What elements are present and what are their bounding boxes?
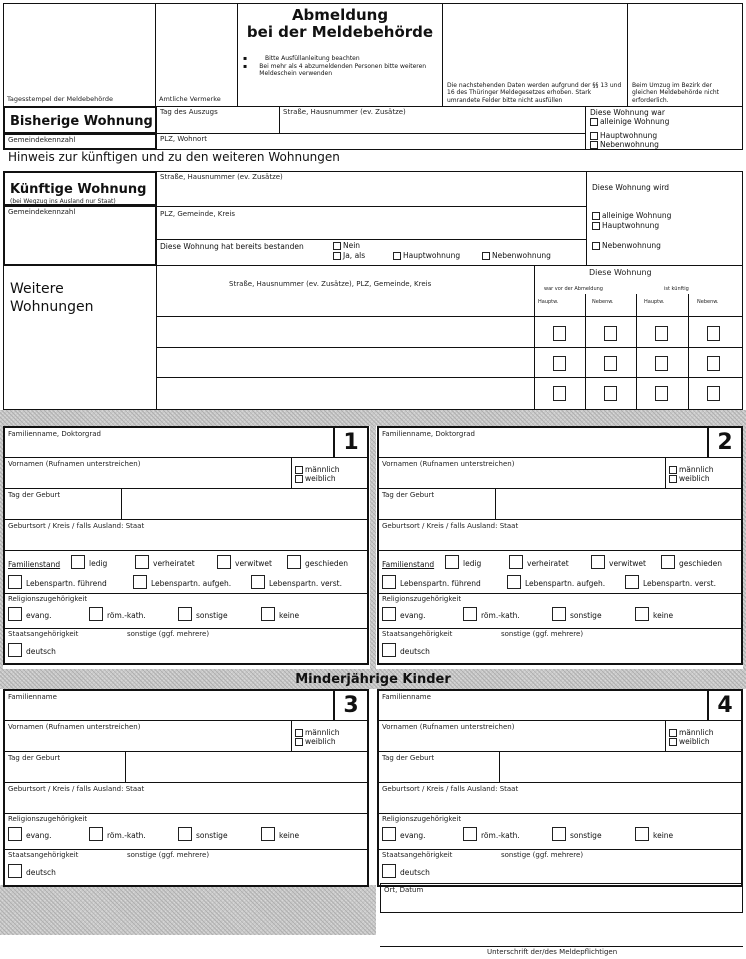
female-label: weiblich	[305, 737, 336, 746]
legal-note: Die nachstehenden Daten werden aufgrund der §§ 13 und 16 des Thüringer Meldegesetzes erhoben. Stark umrandete Felder bitte nicht ausfüllen	[447, 81, 622, 104]
birth-date-label: Tag der Geburt	[8, 491, 61, 499]
checkbox[interactable]	[482, 252, 490, 260]
previous-option-sole[interactable]: alleinige Wohnung	[590, 117, 669, 127]
checkbox[interactable]	[295, 475, 303, 483]
official-notes-box	[155, 3, 238, 107]
future-status-title: Diese Wohnung wird	[592, 183, 670, 192]
marital-option[interactable]	[71, 555, 107, 569]
religion-option[interactable]	[635, 827, 673, 841]
person-number: 2	[707, 428, 741, 458]
partnership-option-label: Lebenspartn. verst.	[269, 579, 342, 588]
religion-option[interactable]	[463, 827, 520, 841]
divider	[499, 752, 500, 782]
religion-option[interactable]	[552, 607, 602, 621]
checkbox[interactable]	[178, 827, 192, 841]
religion-option-label: sonstige	[570, 831, 602, 840]
religion-option[interactable]	[8, 607, 52, 621]
col-main-before: Hauptw.	[538, 299, 559, 305]
religion-option-label: sonstige	[570, 611, 602, 620]
checkbox[interactable]	[261, 827, 275, 841]
other-residence-checkbox-secondary-future[interactable]	[707, 386, 720, 401]
future-zip-city-label: PLZ, Gemeinde, Kreis	[160, 210, 236, 218]
gender-options	[665, 721, 741, 751]
person-block	[3, 426, 369, 665]
religion-section	[379, 814, 741, 850]
marital-option-label: ledig	[89, 559, 108, 568]
german-label: deutsch	[26, 868, 56, 877]
first-names-label: Vornamen (Rufnamen unterstreichen)	[8, 723, 141, 731]
partnership-option-label: Lebenspartn. aufgeh.	[525, 579, 606, 588]
other-residences-title: Weitere Wohnungen	[10, 281, 94, 315]
religion-option[interactable]	[463, 607, 520, 621]
stamp-label: Tagesstempel der Meldebehörde	[7, 95, 113, 103]
marital-option[interactable]	[217, 555, 272, 569]
other-residence-checkbox-main-before[interactable]	[553, 356, 566, 371]
birth-place-label: Geburtsort / Kreis / falls Ausland: Staat	[382, 522, 519, 530]
first-names-field[interactable]	[379, 458, 741, 489]
religion-section	[5, 814, 367, 850]
future-option-sole[interactable]: alleinige Wohnung	[592, 211, 671, 221]
checkbox[interactable]	[382, 575, 396, 589]
religion-option-label: röm.-kath.	[481, 611, 520, 620]
other-residence-checkbox-secondary-future[interactable]	[707, 356, 720, 371]
nationality-label: Staatsangehörigkeit	[8, 851, 79, 859]
checkbox[interactable]	[71, 555, 85, 569]
partnership-option[interactable]	[507, 575, 605, 589]
religion-label: Religionszugehörigkeit	[382, 815, 462, 823]
nationality-other-label: sonstige (ggf. mehrere)	[501, 851, 584, 859]
future-zip-city-field[interactable]	[156, 206, 587, 240]
female-label: weiblich	[305, 474, 336, 483]
nationality-other-label: sonstige (ggf. mehrere)	[127, 851, 210, 859]
other-residence-checkbox-secondary-future[interactable]	[707, 326, 720, 341]
official-notes-label: Amtliche Vermerke	[159, 95, 221, 103]
place-date-label: Ort, Datum	[384, 886, 424, 894]
checkbox[interactable]	[89, 827, 103, 841]
hint-heading: Hinweis zur künftigen und zu den weiteren Wohnungen	[8, 150, 340, 164]
nationality-other-label: sonstige (ggf. mehrere)	[501, 630, 584, 638]
birth-place-label: Geburtsort / Kreis / falls Ausland: Staat	[8, 522, 145, 530]
religion-option-label: sonstige	[196, 831, 228, 840]
male-label: männlich	[305, 728, 340, 737]
other-residence-checkbox-secondary-before[interactable]	[604, 386, 617, 401]
divider	[121, 489, 122, 519]
male-label: männlich	[679, 728, 714, 737]
future-street-field[interactable]	[156, 171, 587, 207]
checkbox[interactable]	[393, 252, 401, 260]
checkbox[interactable]	[178, 607, 192, 621]
gender-female-option[interactable]	[669, 737, 710, 747]
birth-place-field[interactable]	[5, 520, 367, 551]
marital-option[interactable]	[445, 555, 481, 569]
checkbox[interactable]	[89, 607, 103, 621]
partnership-option-label: Lebenspartn. führend	[400, 579, 481, 588]
checkbox[interactable]	[333, 252, 341, 260]
previous-option-secondary[interactable]: Nebenwohnung	[590, 140, 659, 150]
child-block	[3, 689, 369, 887]
form-title	[238, 7, 442, 41]
future-option-main[interactable]: Hauptwohnung	[592, 221, 659, 231]
birth-date-field[interactable]	[5, 489, 367, 520]
religion-option-label: keine	[653, 611, 674, 620]
district-note: Beim Umzug im Bezirk der gleichen Meldebehörde nicht erforderlich.	[632, 81, 720, 104]
checkbox[interactable]	[509, 555, 523, 569]
marital-option-label: geschieden	[679, 559, 722, 568]
checkbox[interactable]	[382, 607, 396, 621]
person-number: 1	[333, 428, 367, 458]
marital-option[interactable]	[135, 555, 195, 569]
nationality-label: Staatsangehörigkeit	[8, 630, 79, 638]
religion-option[interactable]	[261, 607, 299, 621]
status-column-header: Diese Wohnung	[589, 268, 652, 277]
nationality-german-option[interactable]	[382, 643, 430, 657]
birth-place-field[interactable]	[5, 783, 367, 814]
municipality-code-label: Gemeindekennzahl	[8, 136, 76, 144]
person-number: 3	[333, 691, 367, 721]
future-street-label: Straße, Hausnummer (ev. Zusätze)	[160, 173, 283, 181]
previous-status-box	[585, 106, 743, 150]
hatched-bottom-left	[0, 885, 376, 935]
marital-label-text: Familienstand	[8, 560, 61, 569]
partnership-option[interactable]	[382, 575, 481, 589]
surname-field[interactable]	[5, 691, 334, 721]
marital-option-label: ledig	[463, 559, 482, 568]
title-box	[237, 3, 443, 107]
first-names-field[interactable]	[5, 721, 367, 752]
checkbox[interactable]	[295, 738, 303, 746]
signature-label: Unterschrift der/des Meldepflichtigen	[487, 948, 618, 956]
other-residence-checkbox-main-future[interactable]	[655, 356, 668, 371]
title-line-2: bei der Meldebehörde	[246, 23, 434, 41]
checkbox[interactable]	[382, 827, 396, 841]
religion-label: Religionszugehörigkeit	[8, 595, 88, 603]
religion-option[interactable]	[552, 827, 602, 841]
divider	[495, 489, 496, 519]
german-label: deutsch	[400, 647, 430, 656]
other-residence-checkbox-main-future[interactable]	[655, 386, 668, 401]
partnership-option[interactable]	[251, 575, 342, 589]
legal-note-box	[442, 3, 628, 107]
gender-options	[291, 721, 367, 751]
religion-label: Religionszugehörigkeit	[8, 815, 88, 823]
divider	[125, 752, 126, 782]
future-option-secondary[interactable]: Nebenwohnung	[592, 241, 661, 251]
checkbox[interactable]	[592, 222, 600, 230]
checkbox[interactable]	[591, 555, 605, 569]
signature-line	[380, 946, 743, 947]
future-municipality-code-label: Gemeindekennzahl	[8, 208, 76, 216]
existed-secondary-option[interactable]: Nebenwohnung	[482, 251, 551, 261]
religion-label: Religionszugehörigkeit	[382, 595, 462, 603]
gender-options	[291, 458, 367, 488]
future-residence-subtitle: (bei Wegzug ins Ausland nur Staat)	[10, 198, 116, 205]
checkbox[interactable]	[625, 575, 639, 589]
future-column-header: ist künftig	[664, 286, 689, 292]
marital-option-label: verwitwet	[609, 559, 646, 568]
nationality-label: Staatsangehörigkeit	[382, 851, 453, 859]
previous-zip-city-field[interactable]	[156, 133, 586, 150]
hatched-middle	[370, 426, 376, 689]
religion-option[interactable]	[382, 827, 426, 841]
marital-option[interactable]	[509, 555, 569, 569]
religion-section	[379, 594, 741, 629]
gender-female-option[interactable]	[295, 737, 336, 747]
move-out-date-label: Tag des Auszugs	[160, 108, 218, 116]
first-names-field[interactable]	[5, 458, 367, 489]
partnership-option-label: Lebenspartn. führend	[26, 579, 107, 588]
partnership-option[interactable]	[625, 575, 716, 589]
person-block	[377, 426, 743, 665]
checkbox[interactable]	[669, 738, 677, 746]
checkbox[interactable]	[463, 827, 477, 841]
religion-option[interactable]	[382, 607, 426, 621]
marital-option[interactable]	[591, 555, 646, 569]
surname-label: Familienname, Doktorgrad	[382, 430, 475, 438]
other-residence-checkbox-secondary-before[interactable]	[604, 356, 617, 371]
previous-status-title: Diese Wohnung war	[590, 108, 665, 117]
checkbox[interactable]	[295, 729, 303, 737]
checkbox[interactable]	[382, 864, 396, 878]
religion-option-label: evang.	[400, 611, 426, 620]
minors-heading: Minderjährige Kinder	[295, 672, 451, 687]
other-residence-address-field[interactable]	[157, 347, 533, 376]
checkbox[interactable]	[287, 555, 301, 569]
marital-option[interactable]	[287, 555, 348, 569]
religion-option[interactable]	[635, 607, 673, 621]
religion-option[interactable]	[89, 607, 146, 621]
checkbox[interactable]	[295, 466, 303, 474]
religion-option[interactable]	[261, 827, 299, 841]
marital-option-label: verwitwet	[235, 559, 272, 568]
first-names-label: Vornamen (Rufnamen unterstreichen)	[382, 723, 515, 731]
male-label: männlich	[305, 465, 340, 474]
address-column-header: Straße, Hausnummer (ev. Zusätze), PLZ, Gemeinde, Kreis	[229, 280, 432, 288]
checkbox[interactable]	[8, 575, 22, 589]
previous-street-field[interactable]	[279, 106, 586, 134]
future-existed-row	[156, 239, 587, 266]
marital-status-section	[379, 551, 741, 594]
birth-place-field[interactable]	[379, 520, 741, 551]
marital-option-label: verheiratet	[153, 559, 195, 568]
first-names-label: Vornamen (Rufnamen unterstreichen)	[382, 460, 515, 468]
religion-option-label: röm.-kath.	[107, 831, 146, 840]
surname-label: Familienname, Doktorgrad	[8, 430, 101, 438]
surname-field[interactable]	[379, 428, 708, 458]
partnership-option[interactable]	[133, 575, 231, 589]
person-number: 4	[707, 691, 741, 721]
birth-place-field[interactable]	[379, 783, 741, 814]
nationality-section	[379, 629, 741, 665]
move-out-date-field[interactable]	[156, 106, 280, 134]
partnership-option-label: Lebenspartn. verst.	[643, 579, 716, 588]
future-residence-title-box	[3, 171, 157, 206]
marital-label-text: Familienstand	[382, 560, 435, 569]
checkbox[interactable]	[251, 575, 265, 589]
nationality-german-option[interactable]	[8, 864, 56, 878]
checkbox[interactable]	[552, 607, 566, 621]
first-names-label: Vornamen (Rufnamen unterstreichen)	[8, 460, 141, 468]
previous-residence-title: Bisherige Wohnung	[10, 114, 153, 129]
checkbox[interactable]	[445, 555, 459, 569]
previous-municipality-code-box[interactable]	[3, 133, 157, 150]
checkbox[interactable]	[217, 555, 231, 569]
first-names-field[interactable]	[379, 721, 741, 752]
title-line-1: Abmeldung	[291, 6, 389, 24]
other-residence-checkbox-secondary-before[interactable]	[604, 326, 617, 341]
checkbox[interactable]	[661, 555, 675, 569]
checkbox[interactable]	[261, 607, 275, 621]
other-residence-address-field[interactable]	[157, 317, 533, 346]
other-residences-table	[3, 265, 743, 410]
checkbox[interactable]	[590, 141, 598, 149]
gender-female-option[interactable]	[669, 474, 710, 484]
nationality-german-option[interactable]	[8, 643, 56, 657]
col-secondary-future: Nebenw.	[697, 299, 719, 305]
surname-label: Familienname	[8, 693, 57, 701]
checkbox[interactable]	[592, 212, 600, 220]
col-secondary-before: Nebenw.	[592, 299, 614, 305]
nationality-label: Staatsangehörigkeit	[382, 630, 453, 638]
future-residence-title: Künftige Wohnung	[10, 182, 147, 197]
gender-options	[665, 458, 741, 488]
partnership-option-label: Lebenspartn. aufgeh.	[151, 579, 232, 588]
birth-date-field[interactable]	[379, 752, 741, 783]
checkbox[interactable]	[635, 827, 649, 841]
bullet-2: Bei mehr als 4 abzumeldenden Personen bitte weiteren Meldeschein verwenden	[259, 62, 427, 77]
marital-option-label: verheiratet	[527, 559, 569, 568]
checkbox[interactable]	[669, 475, 677, 483]
checkbox[interactable]	[590, 132, 598, 140]
religion-option[interactable]	[89, 827, 146, 841]
religion-option-label: keine	[279, 611, 300, 620]
checkbox[interactable]	[590, 118, 598, 126]
checkbox[interactable]	[8, 607, 22, 621]
marital-status-label	[382, 560, 434, 570]
religion-option-label: keine	[279, 831, 300, 840]
birth-place-label: Geburtsort / Kreis / falls Ausland: Staat	[382, 785, 519, 793]
checkbox[interactable]	[133, 575, 147, 589]
surname-field[interactable]	[5, 428, 334, 458]
birth-date-label: Tag der Geburt	[382, 491, 435, 499]
stamp-box	[3, 3, 156, 107]
nationality-section	[379, 850, 741, 886]
partnership-option[interactable]	[8, 575, 107, 589]
future-status-box	[586, 171, 743, 266]
place-date-field[interactable]	[380, 883, 743, 913]
religion-option[interactable]	[8, 827, 52, 841]
nationality-other-label: sonstige (ggf. mehrere)	[127, 630, 210, 638]
birth-place-label: Geburtsort / Kreis / falls Ausland: Staat	[8, 785, 145, 793]
religion-option-label: keine	[653, 831, 674, 840]
col-main-future: Hauptw.	[644, 299, 665, 305]
surname-label: Familienname	[382, 693, 431, 701]
surname-field[interactable]	[379, 691, 708, 721]
german-label: deutsch	[26, 647, 56, 656]
checkbox[interactable]	[463, 607, 477, 621]
religion-option[interactable]	[178, 827, 228, 841]
nationality-german-option[interactable]	[382, 864, 430, 878]
hatched-band	[0, 410, 746, 426]
marital-status-label	[8, 560, 60, 570]
male-label: männlich	[679, 465, 714, 474]
religion-option-label: röm.-kath.	[107, 611, 146, 620]
existed-label: Diese Wohnung hat bereits bestanden	[160, 242, 304, 251]
checkbox[interactable]	[8, 864, 22, 878]
religion-option-label: evang.	[26, 831, 52, 840]
checkbox[interactable]	[135, 555, 149, 569]
previous-street-label: Straße, Hausnummer (ev. Zusätze)	[283, 108, 406, 116]
district-note-box	[627, 3, 743, 107]
existed-no-option[interactable]: Nein	[333, 241, 360, 251]
religion-option-label: sonstige	[196, 611, 228, 620]
checkbox[interactable]	[635, 607, 649, 621]
female-label: weiblich	[679, 737, 710, 746]
checkbox[interactable]	[592, 242, 600, 250]
previous-zip-city-label: PLZ, Wohnort	[160, 135, 207, 143]
female-label: weiblich	[679, 474, 710, 483]
instruction-bullets: ▪ Bitte Ausfüllanleitung beachten ▪ Bei mehr als 4 abzumeldenden Personen bitte weiteren Meldeschein verwenden	[243, 55, 438, 78]
existed-yes-option[interactable]: Ja, als	[333, 251, 365, 261]
checkbox[interactable]	[382, 643, 396, 657]
other-residence-checkbox-main-before[interactable]	[553, 326, 566, 341]
other-residence-checkbox-main-future[interactable]	[655, 326, 668, 341]
nationality-section	[5, 629, 367, 665]
religion-option-label: röm.-kath.	[481, 831, 520, 840]
german-label: deutsch	[400, 868, 430, 877]
other-residence-checkbox-main-before[interactable]	[553, 386, 566, 401]
other-residence-address-field[interactable]	[157, 377, 533, 406]
checkbox[interactable]	[669, 729, 677, 737]
marital-option[interactable]	[661, 555, 722, 569]
previous-option-main[interactable]: Hauptwohnung	[590, 131, 657, 141]
before-column-header: war vor der Abmeldung	[544, 286, 603, 292]
gender-female-option[interactable]	[295, 474, 336, 484]
birth-date-label: Tag der Geburt	[382, 754, 435, 762]
religion-option-label: evang.	[26, 611, 52, 620]
religion-option-label: evang.	[400, 831, 426, 840]
checkbox[interactable]	[669, 466, 677, 474]
checkbox[interactable]	[8, 643, 22, 657]
checkbox[interactable]	[8, 827, 22, 841]
marital-option-label: geschieden	[305, 559, 348, 568]
existed-main-option[interactable]: Hauptwohnung	[393, 251, 460, 261]
previous-residence-title-box	[3, 106, 157, 134]
checkbox[interactable]	[552, 827, 566, 841]
bullet-1: Bitte Ausfüllanleitung beachten	[265, 55, 360, 62]
religion-option[interactable]	[178, 607, 228, 621]
birth-date-field[interactable]	[379, 489, 741, 520]
checkbox[interactable]	[333, 242, 341, 250]
birth-date-label: Tag der Geburt	[8, 754, 61, 762]
religion-section	[5, 594, 367, 629]
future-municipality-code-box[interactable]	[3, 205, 157, 266]
birth-date-field[interactable]	[5, 752, 367, 783]
nationality-section	[5, 850, 367, 886]
checkbox[interactable]	[507, 575, 521, 589]
marital-status-section	[5, 551, 367, 594]
child-block	[377, 689, 743, 887]
